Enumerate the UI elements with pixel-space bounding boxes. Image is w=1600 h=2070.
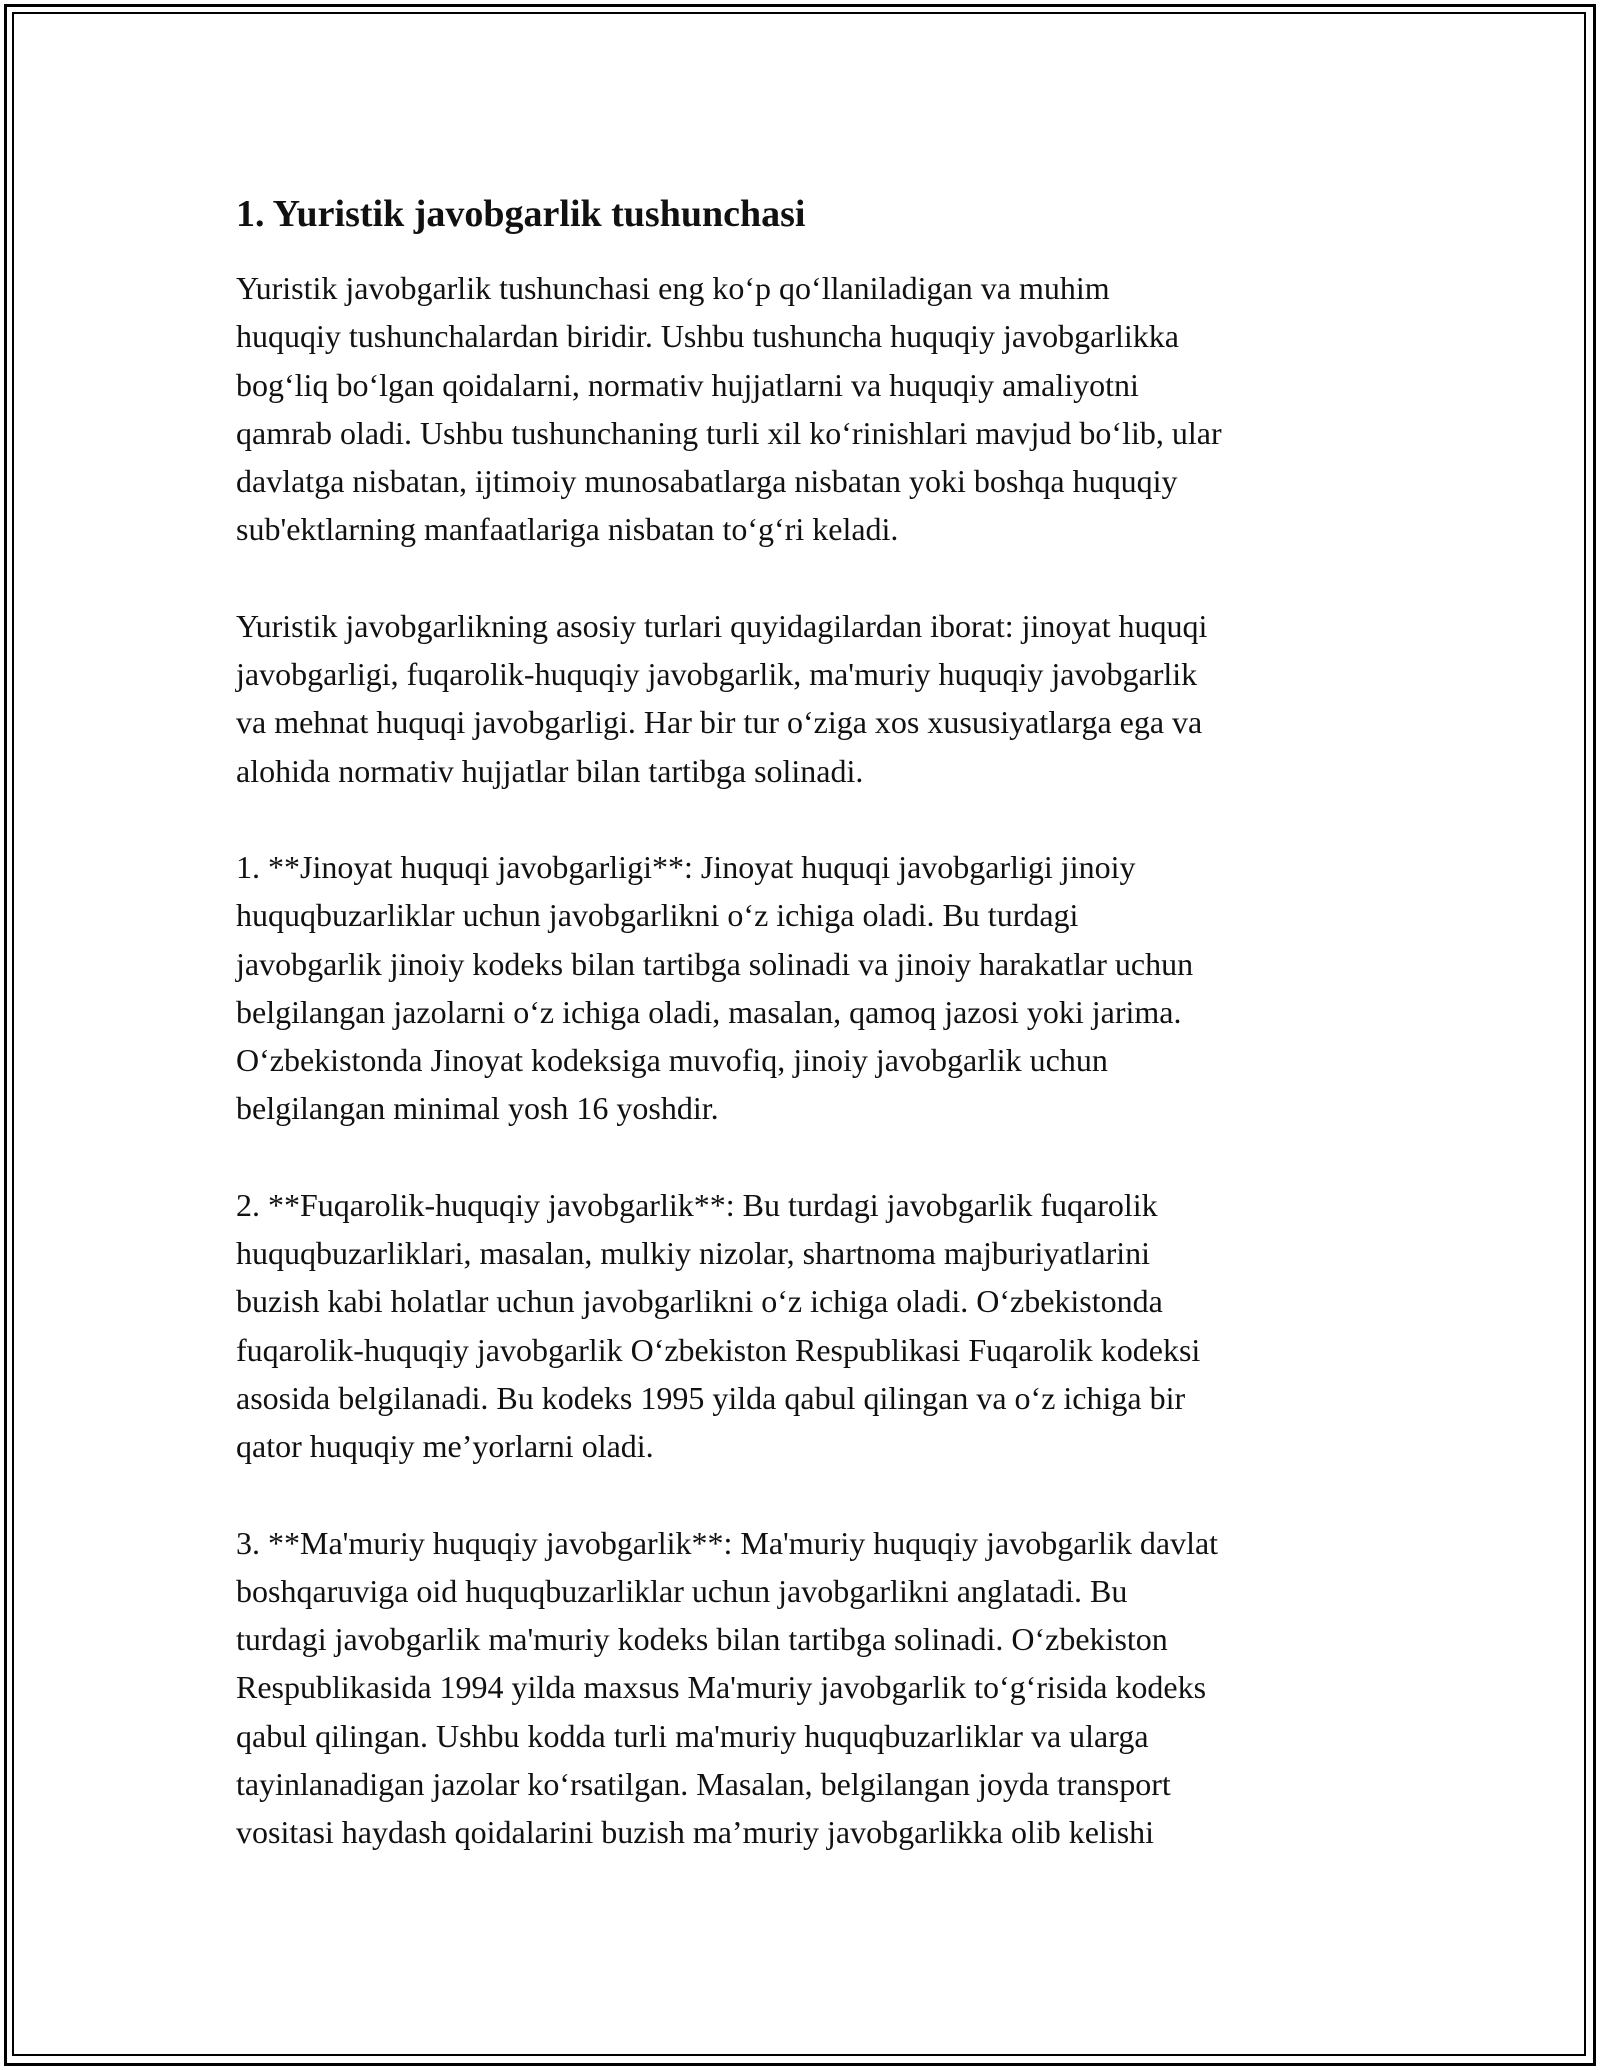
paragraph-line: vositasi haydash qoidalarini buzish ma’muriy javobgarlikka olib kelishi	[236, 1814, 1155, 1851]
document-body	[236, 186, 1376, 1905]
paragraph	[236, 1181, 1376, 1471]
section-heading: 1. Yuristik javobgarlik tushunchasi	[236, 193, 806, 235]
paragraph-line: davlatga nisbatan, ijtimoiy munosabatlarga nisbatan yoki boshqa huquqiy	[236, 463, 1178, 500]
paragraph	[236, 264, 1376, 554]
paragraph-line: huquqiy tushunchalardan biridir. Ushbu tushuncha huquqiy javobgarlikka	[236, 318, 1179, 355]
paragraph-line: sub'ektlarning manfaatlariga nisbatan to‘g‘ri keladi.	[236, 511, 899, 548]
paragraph-line: huquqbuzarliklari, masalan, mulkiy nizolar, shartnoma majburiyatlarini	[236, 1235, 1151, 1272]
paragraph-line: buzish kabi holatlar uchun javobgarlikni o‘z ichiga oladi. O‘zbekistonda	[236, 1283, 1163, 1320]
paragraph-line: 2. **Fuqarolik-huquqiy javobgarlik**: Bu turdagi javobgarlik fuqarolik	[236, 1186, 1158, 1223]
paragraph-line: Yuristik javobgarlikning asosiy turlari quyidagilardan iborat: jinoyat huquqi	[236, 607, 1208, 644]
paragraph-line: qamrab oladi. Ushbu tushunchaning turli xil ko‘rinishlari mavjud bo‘lib, ular	[236, 414, 1222, 451]
paragraph-line: Respublikasida 1994 yilda maxsus Ma'muriy javobgarlik to‘g‘risida kodeks	[236, 1669, 1207, 1706]
paragraph-line: belgilangan minimal yosh 16 yoshdir.	[236, 1090, 719, 1127]
paragraph-line: belgilangan jazolarni o‘z ichiga oladi, masalan, qamoq jazosi yoki jarima.	[236, 993, 1182, 1030]
paragraph-line: huquqbuzarliklar uchun javobgarlikni o‘z ichiga oladi. Bu turdagi	[236, 897, 1079, 934]
paragraph-line: alohida normativ hujjatlar bilan tartibga solinadi.	[236, 752, 864, 789]
paragraph	[236, 1519, 1376, 1857]
paragraph-line: qator huquqiy me’yorlarni oladi.	[236, 1428, 654, 1465]
paragraph-line: Yuristik javobgarlik tushunchasi eng ko‘p qo‘llaniladigan va muhim	[236, 270, 1110, 306]
paragraph-line: boshqaruviga oid huquqbuzarliklar uchun javobgarlikni anglatadi. Bu	[236, 1572, 1128, 1609]
paragraph	[236, 602, 1376, 795]
paragraph-line: bog‘liq bo‘lgan qoidalarni, normativ hujjatlarni va huquqiy amaliyotni	[236, 366, 1139, 403]
paragraph-line: 3. **Ma'muriy huquqiy javobgarlik**: Ma'muriy huquqiy javobgarlik davlat	[236, 1524, 1219, 1561]
paragraph	[236, 843, 1376, 1133]
paragraph-line: javobgarlik jinoiy kodeks bilan tartibga solinadi va jinoiy harakatlar uchun	[236, 945, 1194, 982]
paragraph-line: va mehnat huquqi javobgarligi. Har bir tur o‘ziga xos xususiyatlarga ega va	[236, 704, 1203, 741]
paragraph-line: tayinlanadigan jazolar ko‘rsatilgan. Masalan, belgilangan joyda transport	[236, 1766, 1171, 1803]
paragraph-line: javobgarligi, fuqarolik-huquqiy javobgarlik, ma'muriy huquqiy javobgarlik	[236, 656, 1198, 693]
paragraph-line: qabul qilingan. Ushbu kodda turli ma'muriy huquqbuzarliklar va ularga	[236, 1717, 1149, 1754]
paragraph-line: asosida belgilanadi. Bu kodeks 1995 yilda qabul qilingan va o‘z ichiga bir	[236, 1379, 1186, 1416]
paragraph-container	[236, 264, 1376, 1857]
paragraph-line: turdagi javobgarlik ma'muriy kodeks bilan tartibga solinadi. O‘zbekiston	[236, 1621, 1168, 1658]
paragraph-line: fuqarolik-huquqiy javobgarlik O‘zbekiston Respublikasi Fuqarolik kodeksi	[236, 1331, 1201, 1368]
paragraph-line: 1. **Jinoyat huquqi javobgarligi**: Jinoyat huquqi javobgarligi jinoiy	[236, 848, 1136, 885]
paragraph-line: O‘zbekistonda Jinoyat kodeksiga muvofiq, jinoiy javobgarlik uchun	[236, 1042, 1108, 1079]
